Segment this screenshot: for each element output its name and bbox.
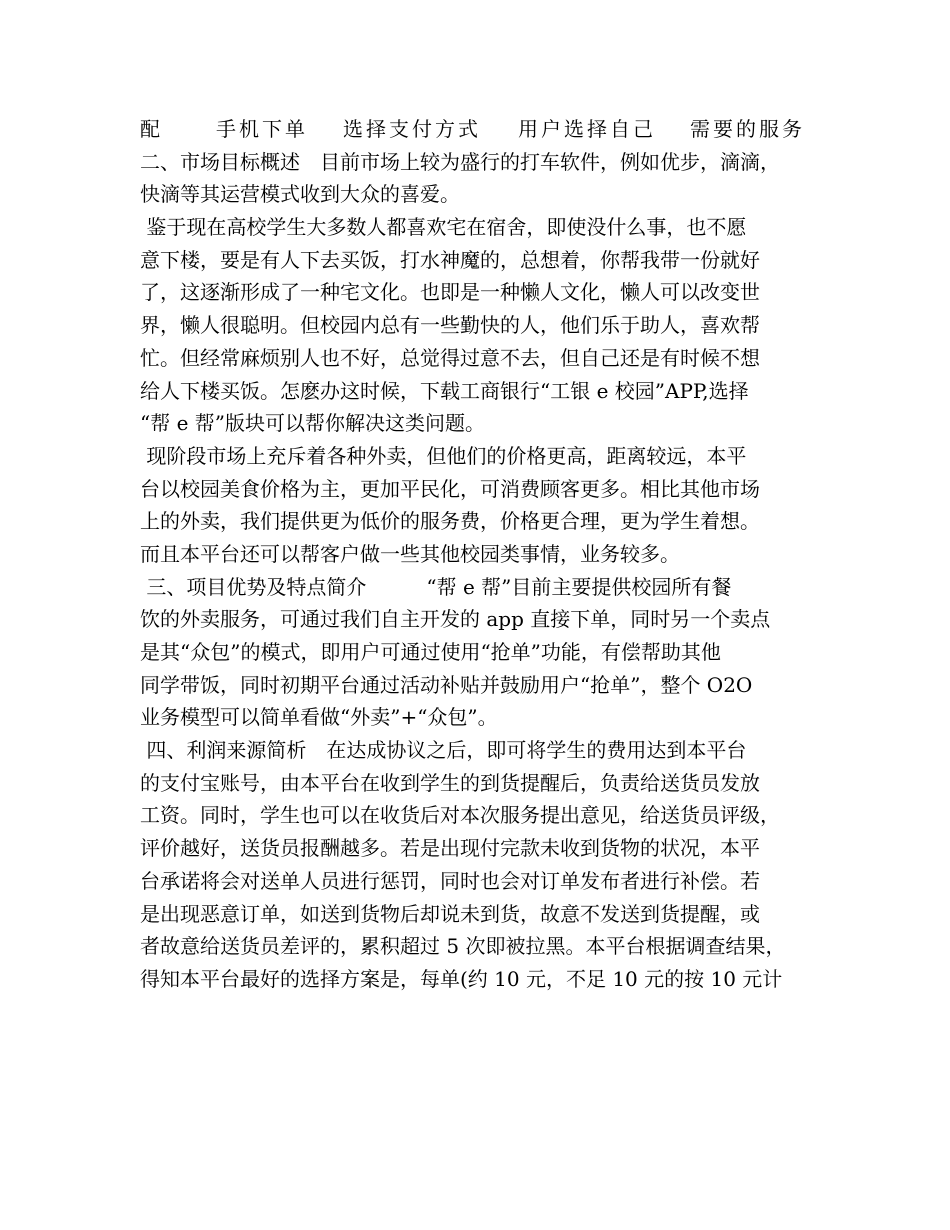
text-line: 快滴等其运营模式收到大众的喜爱。 bbox=[140, 182, 460, 207]
document-body bbox=[140, 113, 820, 996]
text-line: 界，懒人很聪明。但校园内总有一些勤快的人，他们乐于助人，喜欢帮 bbox=[140, 313, 760, 338]
flow-steps-row bbox=[140, 113, 820, 146]
text-line: 者故意给送货员差评的，累积超过 5 次即被拉黑。本平台根据调查结果， bbox=[140, 934, 786, 959]
text-line: “帮 e 帮”版块可以帮你解决这类问题。 bbox=[140, 411, 485, 436]
text-line: 四、利润来源简析 在达成协议之后，即可将学生的费用达到本平台 bbox=[140, 738, 747, 763]
text-line: 台以校园美食价格为主，更加平民化，可消费顾客更多。相比其他市场 bbox=[140, 476, 760, 501]
text-line: 现阶段市场上充斥着各种外卖，但他们的价格更高，距离较远，本平 bbox=[140, 443, 747, 468]
text-line: 评价越好，送货员报酬越多。若是出现付完款未收到货物的状况，本平 bbox=[140, 836, 760, 861]
flow-step-2: 手机下单 bbox=[216, 117, 308, 141]
text-line: 是其“众包”的模式，即用户可通过使用“抢单”功能，有偿帮助其他 bbox=[140, 640, 721, 664]
flow-step-4: 用户选择自己 bbox=[518, 117, 656, 141]
text-line: 同学带饭，同时初期平台通过活动补贴并鼓励用户“抢单”，整个 O2O bbox=[140, 672, 753, 697]
text-line: 工资。同时，学生也可以在收货后对本次服务提出意见，给送货员评级， bbox=[140, 803, 780, 828]
text-line: 而且本平台还可以帮客户做一些其他校园类事情，业务较多。 bbox=[140, 541, 680, 566]
text-line: 是出现恶意订单，如送到货物后却说未到货，故意不发送到货提醒，或 bbox=[140, 901, 760, 926]
text-line: 三、项目优势及特点简介 “帮 e 帮”目前主要提供校园所有餐 bbox=[140, 574, 732, 599]
flow-step-1: 配 bbox=[140, 117, 163, 141]
text-line: 了，这逐渐形成了一种宅文化。也即是一种懒人文化，懒人可以改变世 bbox=[140, 280, 760, 305]
text-line: 给人下楼买饭。怎麽办这时候，下载工商银行“工银 e 校园”APP,选择 bbox=[140, 378, 749, 403]
text-line: 二、市场目标概述 目前市场上较为盛行的打车软件，例如优步，滴滴， bbox=[140, 149, 780, 174]
flow-step-5: 需要的服务 bbox=[690, 117, 805, 141]
text-line: 饮的外卖服务，可通过我们自主开发的 app 直接下单，同时另一个卖点 bbox=[140, 607, 771, 632]
text-line: 得知本平台最好的选择方案是，每单(约 10 元，不足 10 元的按 10 元计 bbox=[140, 966, 783, 991]
text-line: 意下楼，要是有人下去买饭，打水神魔的，总想着，你帮我带一份就好 bbox=[140, 247, 760, 272]
text-line: 的支付宝账号，由本平台在收到学生的到货提醒后，负责给送货员发放 bbox=[140, 770, 760, 795]
text-line: 上的外卖，我们提供更为低价的服务费，价格更合理，更为学生着想。 bbox=[140, 509, 760, 534]
flow-step-3: 选择支付方式 bbox=[343, 117, 481, 141]
text-line: 忙。但经常麻烦别人也不好，总觉得过意不去，但自己还是有时候不想 bbox=[140, 345, 760, 370]
text-line: 业务模型可以简单看做“外卖”+“众包”。 bbox=[140, 705, 498, 730]
text-line: 台承诺将会对送单人员进行惩罚，同时也会对订单发布者进行补偿。若 bbox=[140, 868, 760, 893]
paragraph-lines bbox=[140, 146, 820, 996]
text-line: 鉴于现在高校学生大多数人都喜欢宅在宿舍，即使没什么事，也不愿 bbox=[140, 215, 747, 240]
